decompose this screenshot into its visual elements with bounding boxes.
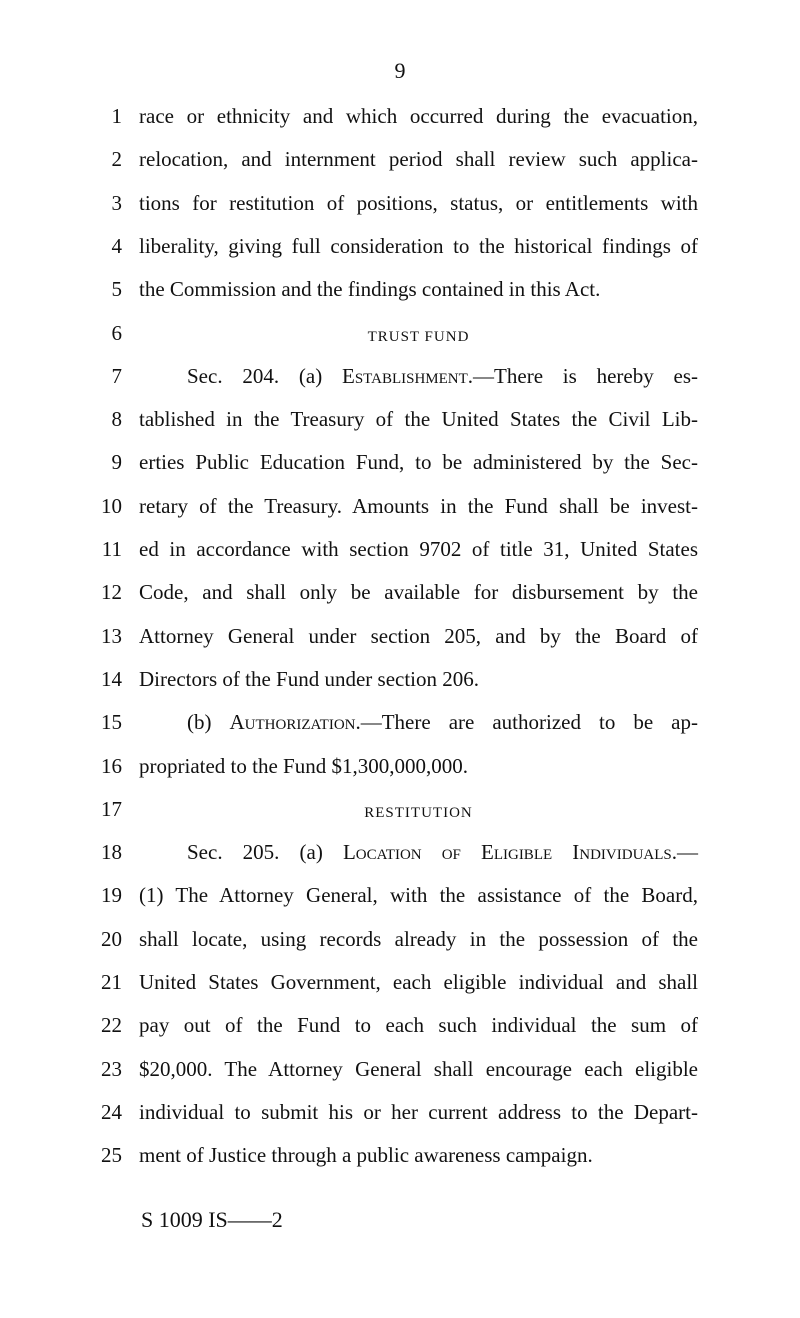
line-text <box>139 364 698 388</box>
line-text: Code, and shall only be available for disbursement by the <box>139 580 698 605</box>
text-line <box>0 234 800 277</box>
line-text <box>139 840 698 864</box>
line-text: pay out of the Fund to each such individual the sum of <box>139 1013 698 1038</box>
line-number: 25 <box>101 1143 122 1168</box>
text-line <box>0 147 800 190</box>
line-text: retary of the Treasury. Amounts in the Fund shall be invest- <box>139 493 698 518</box>
section-heading: TRUST FUND <box>367 328 470 345</box>
line-text: shall locate, using records already in the possession of the <box>139 926 698 951</box>
line-text: Attorney General under section 205, and by the Board of <box>139 623 698 648</box>
line-text: liberality, giving full consideration to the historical findings of <box>139 233 698 258</box>
line-number: 10 <box>101 493 122 518</box>
line-number: 17 <box>101 796 122 821</box>
line-number: 19 <box>101 883 122 908</box>
text-line <box>0 667 800 710</box>
section-lead: (b) <box>187 710 230 735</box>
line-text: erties Public Education Fund, to be administered by the Sec- <box>139 450 698 475</box>
subsection-title: Establishment <box>342 363 468 388</box>
subsection-title: Location of Eligible Individuals <box>342 840 672 865</box>
line-text: tions for restitution of positions, status, or entitlements with <box>139 190 698 215</box>
subsection-title: Authorization <box>229 710 356 735</box>
line-number: 3 <box>111 190 122 215</box>
text-line <box>0 710 800 753</box>
line-text <box>139 710 698 734</box>
line-number: 2 <box>111 147 122 172</box>
text-line <box>0 1100 800 1143</box>
line-text: Directors of the Fund under section 206. <box>139 666 480 691</box>
line-text: individual to submit his or her current address to the Depart- <box>139 1099 698 1124</box>
line-text: tablished in the Treasury of the United States the Civil Lib- <box>139 407 698 432</box>
line-body: .— <box>671 840 698 865</box>
text-line <box>0 883 800 926</box>
line-number: 7 <box>111 363 122 388</box>
text-line <box>0 104 800 147</box>
line-number: 5 <box>111 277 122 302</box>
line-number: 21 <box>101 970 122 994</box>
line-text: (1) The Attorney General, with the assistance of the Board, <box>139 883 698 908</box>
text-line <box>0 754 800 797</box>
line-number: 9 <box>111 450 122 475</box>
text-line <box>0 840 800 883</box>
text-line <box>0 494 800 537</box>
line-number: 1 <box>111 104 122 128</box>
line-text: relocation, and internment period shall review such applica- <box>139 147 698 172</box>
page-number: 9 <box>394 58 406 83</box>
text-line <box>0 407 800 450</box>
text-line <box>0 624 800 667</box>
text-line <box>0 970 800 1013</box>
text-line <box>0 364 800 407</box>
text-line <box>0 321 800 364</box>
line-number: 24 <box>101 1099 122 1124</box>
text-line <box>0 1143 800 1186</box>
section-lead: Sec. 204. (a) <box>187 363 342 388</box>
line-text: ed in accordance with section 9702 of title 31, United States <box>139 537 698 561</box>
section-lead: Sec. 205. (a) <box>187 840 343 865</box>
line-text: the Commission and the findings contained in this Act. <box>139 277 601 302</box>
line-number: 18 <box>101 840 122 865</box>
line-number: 11 <box>101 537 122 561</box>
text-line <box>0 927 800 970</box>
text-line <box>0 797 800 840</box>
line-text: propriated to the Fund $1,300,000,000. <box>139 753 468 778</box>
document-footer: S 1009 IS——2 <box>141 1207 283 1232</box>
line-text: ment of Justice through a public awareness campaign. <box>139 1143 593 1168</box>
line-number: 12 <box>101 580 122 605</box>
text-line <box>0 1013 800 1056</box>
line-number: 23 <box>101 1056 122 1081</box>
text-line <box>0 191 800 234</box>
text-line <box>0 450 800 493</box>
text-line <box>0 537 800 580</box>
line-number: 14 <box>101 666 122 691</box>
text-line <box>0 1057 800 1100</box>
line-text: race or ethnicity and which occurred during the evacuation, <box>139 104 698 128</box>
section-heading: RESTITUTION <box>364 804 473 821</box>
line-number: 4 <box>111 233 122 258</box>
text-line <box>0 277 800 320</box>
line-number: 16 <box>101 753 122 778</box>
line-number: 13 <box>101 623 122 648</box>
text-line <box>0 580 800 623</box>
line-text: $20,000. The Attorney General shall encourage each eligible <box>139 1056 698 1081</box>
line-number: 20 <box>101 926 122 951</box>
line-number: 15 <box>101 710 122 735</box>
line-number: 8 <box>111 407 122 432</box>
line-number: 22 <box>101 1013 122 1038</box>
line-body: .—There are authorized to be ap- <box>355 710 698 735</box>
line-number: 6 <box>111 320 122 345</box>
line-text: United States Government, each eligible individual and shall <box>139 970 698 994</box>
line-body: .—There is hereby es- <box>467 363 698 388</box>
